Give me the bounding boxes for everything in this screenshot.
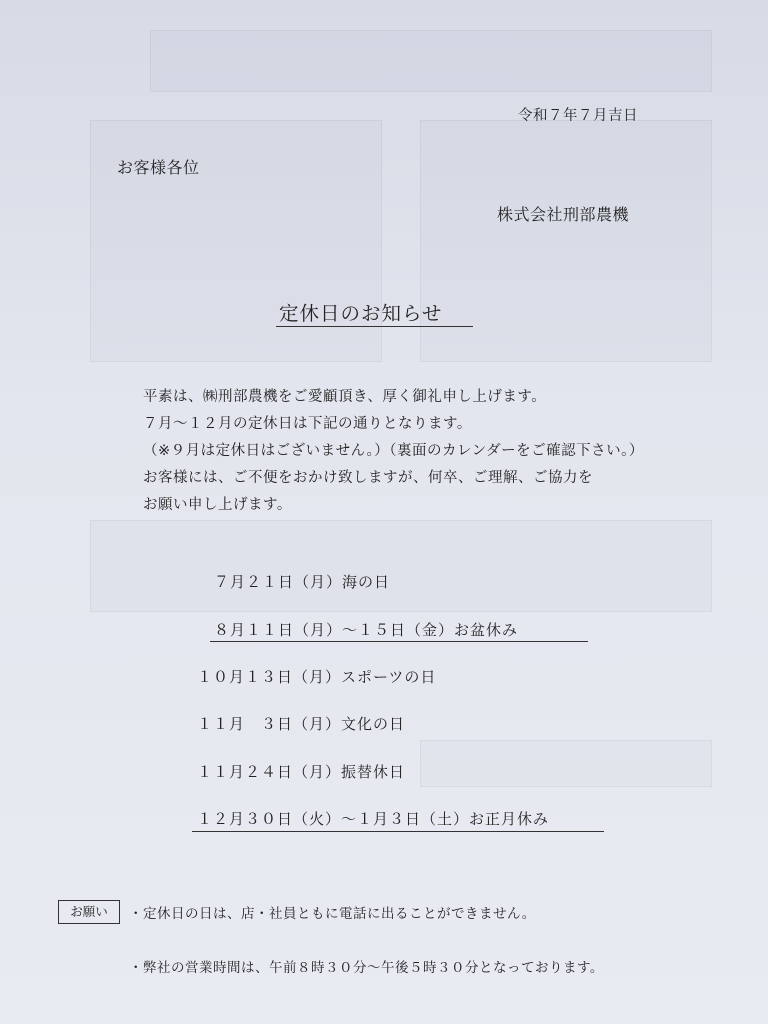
bleed-through-calendar-bottom bbox=[420, 740, 712, 787]
bleed-through-calendar-mid bbox=[90, 520, 712, 612]
body-line-3: （※９月は定休日はございません。）（裏面のカレンダーをご確認下さい。） bbox=[143, 443, 644, 459]
issue-date: 令和７年７月吉日 bbox=[518, 108, 638, 124]
page-title: 定休日のお知らせ bbox=[279, 302, 443, 325]
holiday-item: １１月２４日（月）振替休日 bbox=[197, 763, 406, 781]
notes-label: お願い bbox=[58, 900, 120, 924]
recipient: お客様各位 bbox=[117, 158, 200, 177]
note-item: ・弊社の営業時間は、午前８時３０分～午後５時３０分となっております。 bbox=[129, 960, 604, 976]
body-line-2: ７月～１２月の定休日は下記の通りとなります。 bbox=[143, 416, 472, 432]
company-name: 株式会社刑部農機 bbox=[497, 205, 630, 224]
body-line-5: お願い申し上げます。 bbox=[143, 497, 292, 513]
body-line-4: お客様には、ご不便をおかけ致しますが、何卒、ご理解、ご協力を bbox=[143, 470, 593, 486]
holiday-item: ７月２１日（月）海の日 bbox=[214, 573, 391, 591]
holiday-item: １１月 ３日（月）文化の日 bbox=[197, 715, 406, 733]
holiday-underline bbox=[210, 641, 588, 642]
bleed-through-calendar-top bbox=[150, 30, 712, 92]
holiday-item: １２月３０日（火）～１月３日（土）お正月休み bbox=[197, 810, 550, 828]
title-underline bbox=[276, 326, 473, 327]
note-item: ・定休日の日は、店・社員ともに電話に出ることができません。 bbox=[129, 906, 536, 922]
holiday-item: １０月１３日（月）スポーツの日 bbox=[197, 668, 437, 686]
holiday-item: ８月１１日（月）～１５日（金）お盆休み bbox=[214, 621, 519, 639]
body-line-1: 平素は、㈱刑部農機をご愛顧頂き、厚く御礼申し上げます。 bbox=[143, 389, 547, 405]
holiday-underline bbox=[192, 831, 604, 832]
